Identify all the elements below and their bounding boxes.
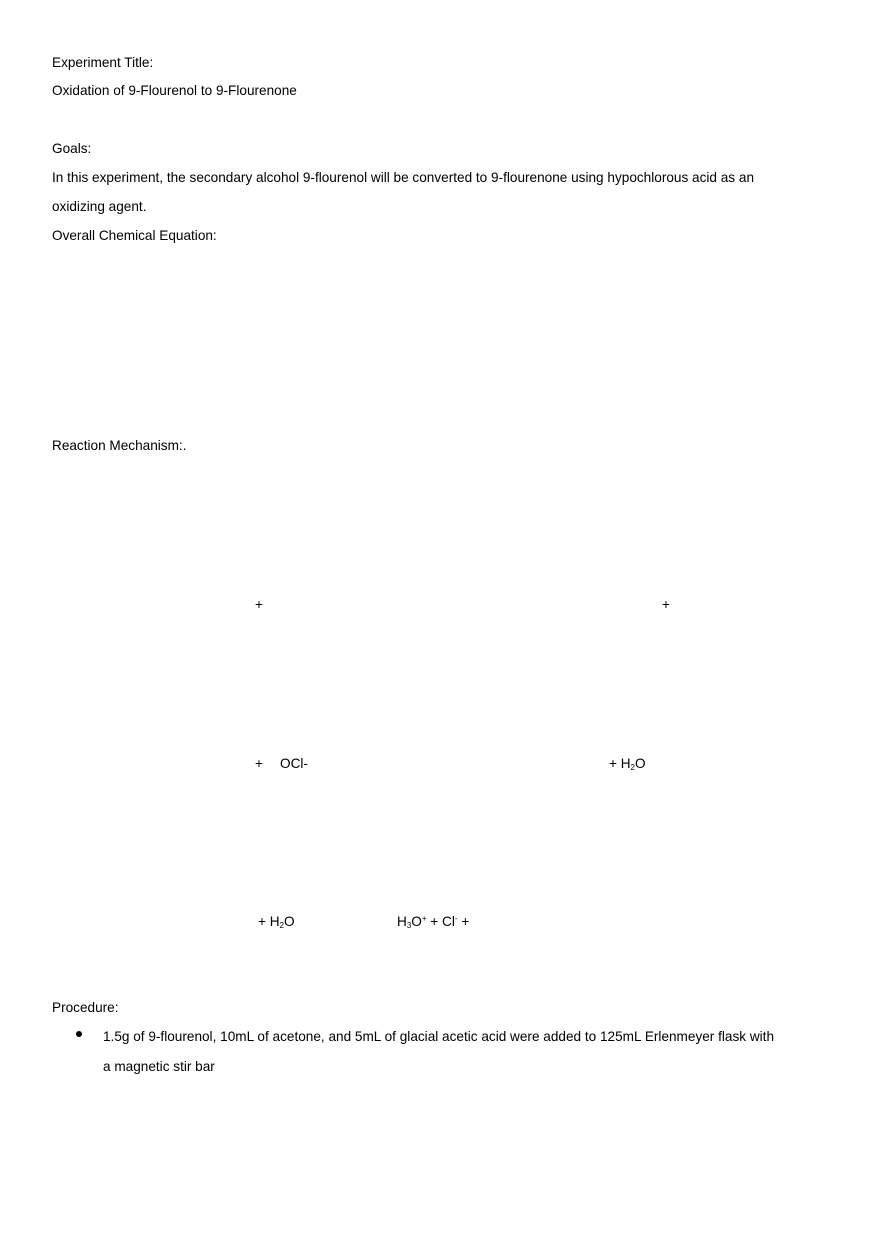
water-label: + $H_2O$ [258,914,295,930]
procedure-label: Procedure: [52,1000,119,1015]
goals-label: Goals: [52,141,92,156]
mechanism-plus: + [255,597,263,612]
goals-text-line2: oxidizing agent. [52,199,147,214]
procedure-item-line2: a magnetic stir bar [103,1059,215,1074]
hypochlorite-label: OCl- [280,756,308,771]
goals-text-line1: In this experiment, the secondary alcohol 9-flourenol will be converted to 9-flourenone using hypochlorous acid as an [52,170,755,185]
mechanism-plus: + [662,597,670,612]
experiment-title-label: Experiment Title: [52,55,154,70]
equation-label: Overall Chemical Equation: [52,228,217,243]
water-label: + $H_2O$ [609,756,646,772]
mechanism-label: Reaction Mechanism:. [52,438,187,453]
experiment-title: Oxidation of 9-Flourenol to 9-Flourenone [52,83,297,98]
products-label: $H_3O^+ + Cl^-$ + [397,914,470,930]
mechanism-plus: + [255,756,263,771]
procedure-item-line1: 1.5g of 9-flourenol, 10mL of acetone, and 5mL of glacial acetic acid were added to 125mL Erlenmeyer flask with [103,1029,775,1044]
bullet-icon [76,1031,82,1037]
